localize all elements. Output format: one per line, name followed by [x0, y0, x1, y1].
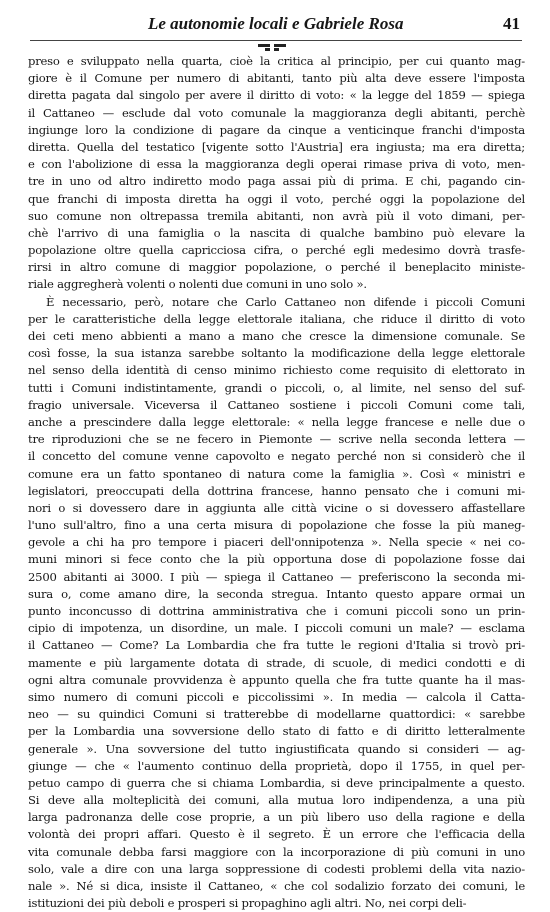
text-line: l'uno sull'altro, fino a una certa misura di popolazione che fosse la più maneg- [28, 518, 525, 533]
text-line: muni minori si fece conto che la più opportuna dose di popolazione fosse dai [28, 552, 525, 567]
page-number: 41 [503, 14, 520, 33]
text-line: È necessario, però, notare che Carlo Cattaneo non difende i piccoli Comuni [46, 294, 525, 309]
paragraph [28, 294, 525, 912]
text-line: cipio di impotenza, un disordine, un male. I piccoli comuni un male? — esclama [28, 621, 525, 636]
text-line: petuo campo di guerra che si chiama Lombardia, si deve principalmente a questo. [28, 775, 525, 790]
text-line: preso e sviluppato nella quarta, cioè la critica al principio, per cui quanto mag- [28, 54, 525, 68]
text-line: popolazione oltre quella capricciosa cifra, o perché egli medesimo dovrà trasfe- [28, 243, 525, 258]
text-line: solo, vale a dire con una larga soppressione di codesti problemi della vita nazio- [28, 861, 525, 876]
text-line: diretta. Quella del testatico [vigente sotto l'Austria] era ingiusta; ma era diretta; [28, 139, 525, 154]
text-line: anche a prescindere dalla legge elettorale: « nella legge francese e nelle due o [28, 414, 525, 429]
text-line: legislatori, preoccupati della dottrina francese, hanno pensato che i comuni mi- [28, 483, 525, 498]
text-line: mamente e più largamente dotata di strade, di scuole, di medici condotti e di [28, 655, 525, 670]
text-line: e con l'abolizione di essa la maggioranza degli operai rimase priva di voto, men- [28, 157, 525, 172]
text-line: nale ». Né si dica, insiste il Cattaneo, « che col sodalizio forzato dei comuni, le [28, 879, 525, 893]
text-line: ogni altra comunale provvidenza è appunto quella che fra tutte quante ha il mas- [28, 672, 525, 687]
text-line: fragio universale. Viceversa il Cattaneo sostiene i piccoli Comuni come tali, [28, 397, 525, 412]
text-line: diretta pagata dal singolo per avere il diritto di voto: « la legge del 1859 — spiega [28, 88, 525, 103]
printer-ornament-icon [256, 43, 288, 53]
text-line: simo numero di comuni piccoli e piccolissimi ». In media — calcola il Catta- [28, 689, 525, 704]
text-line: così fosse, la sua istanza sarebbe soltanto la modificazione della legge elettorale [28, 346, 525, 361]
text-line: volontà dei propri affari. Questo è il segreto. È un errore che l'efficacia della [28, 827, 525, 842]
text-line: nori o si dovessero dare in aggiunta alle città vicine o si dovessero affastellare [28, 500, 525, 515]
text-line: il Cattaneo — Come? La Lombardia che fra tutte le regioni d'Italia si trovò pri- [28, 638, 525, 653]
text-line: vita comunale debba farsi maggiore con la incorporazione di più comuni in uno [28, 844, 525, 859]
text-line: suo comune non oltrepassa tremila abitanti, non avrà più il voto dimani, per- [28, 208, 525, 223]
text-line: giunge — che « l'aumento continuo della proprietà, dopo il 1755, in quel per- [28, 758, 525, 773]
text-line: rirsi in altro comune di maggior popolazione, o perché il beneplacito ministe- [28, 260, 525, 275]
paragraph [28, 53, 525, 294]
body-text [28, 53, 525, 912]
running-title: Le autonomie locali e Gabriele Rosa [148, 14, 404, 33]
running-header [30, 14, 522, 41]
text-line: il concetto del comune venne capovolto e negato perché non si considerò che il [28, 449, 525, 464]
text-line: il Cattaneo — esclude dal voto comunale la maggioranza degli abitanti, perchè [28, 105, 525, 120]
text-line: neo — su quindici Comuni si tratterebbe di modellarne quattordici: « sarebbe [28, 707, 525, 722]
text-line: tre in uno od altro indiretto modo paga assai più di prima. E chi, pagando cin- [28, 174, 525, 189]
text-line: per le caratteristiche della legge elettorale italiana, che riduce il diritto di voto [28, 311, 525, 326]
text-line: larga padronanza delle cose proprie, a un più libero uso della ragione e della [28, 810, 525, 825]
text-line: nel senso della identità di censo minimo richiesto come requisito di elettorato in [28, 363, 525, 378]
text-line: que franchi di imposta diretta ha oggi il voto, perché oggi la popolazione del [28, 191, 525, 206]
text-line: giore è il Comune per numero di abitanti, tanto più alta deve essere l'imposta [28, 71, 525, 86]
text-line: punto inconcusso di dottrina amministrativa che i comuni piccoli sono un prin- [28, 604, 525, 618]
text-line: chè l'arrivo di una famiglia o la nascita di qualche bambino può elevare la [28, 225, 525, 240]
text-line: generale ». Una sovversione del tutto ingiustificata quando si consideri — ag- [28, 741, 525, 756]
text-line: Si deve alla molteplicità dei comuni, alla mutua loro indipendenza, a una più [28, 793, 525, 808]
text-line: tre riproduzioni che se ne fecero in Piemonte — scrive nella seconda lettera — [28, 432, 525, 447]
text-line: comune era un fatto spontaneo di natura come la famiglia ». Così « ministri e [28, 466, 525, 481]
text-line: dei ceti meno abbienti a mano a mano che cresce la dimensione comunale. Se [28, 329, 525, 343]
text-line: per la Lombardia una sovversione dello stato di fatto e di diritto letteralmente [28, 724, 525, 739]
text-line: gevole a chi ha pro tempore i piaceri dell'onnipotenza ». Nella specie « nei co- [28, 535, 525, 550]
text-line: sura o, come amano dire, la seconda stregua. Intanto questo appare ormai un [28, 586, 525, 601]
text-line: 2500 abitanti ai 3000. I più — spiega il Cattaneo — preferiscono la seconda mi- [28, 569, 525, 584]
text-line: riale aggregherà volenti o nolenti due comuni in uno solo ». [28, 277, 367, 292]
text-line: istituzioni dei più deboli e prosperi si propaghino agli altri. No, nei corpi deli- [28, 896, 467, 911]
text-line: tutti i Comuni indistintamente, grandi o piccoli, o, al limite, nel senso del suf- [28, 380, 525, 395]
text-line: ingiunge loro la condizione di pagare da cinque a venticinque franchi d'imposta [28, 122, 525, 137]
